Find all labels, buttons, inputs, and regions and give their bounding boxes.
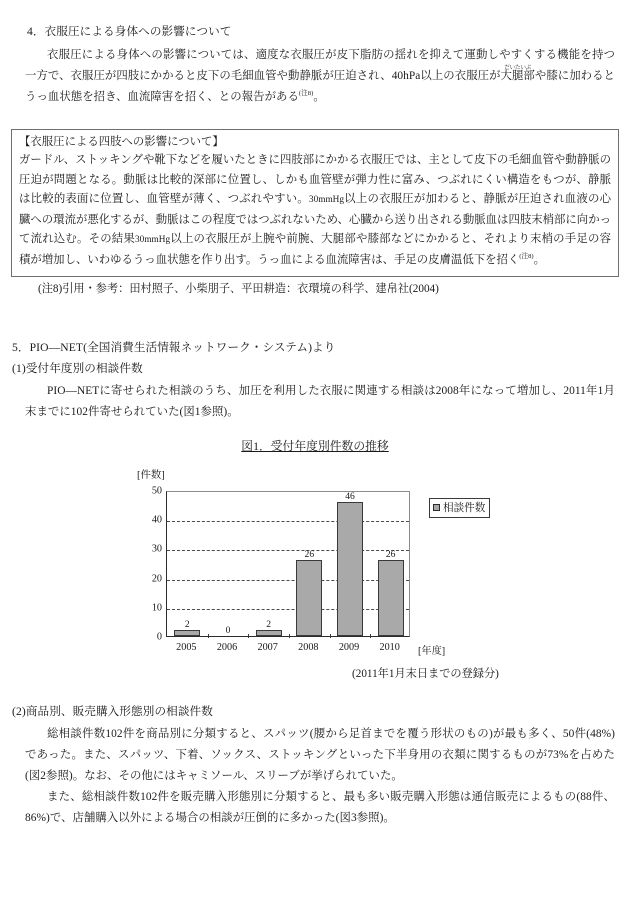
x-axis-tick-3	[330, 634, 331, 638]
bar-value-label-2009: 46	[345, 490, 355, 502]
bar-2009	[337, 502, 363, 636]
y-axis-tick-labels	[134, 485, 162, 643]
legend-label: 相談件数	[443, 503, 486, 514]
figure-1-block	[0, 437, 630, 681]
y-axis-tick-40: 40	[151, 514, 162, 526]
framed-box-body-2: 以上の衣服圧が加わると、静脈が圧迫され血液の心臓への環流が悪化するが、動脈はこの程度ではつぶれないため、心臓から送り出される動脈血は四肢末梢部に向かって流れ込む。その結果	[19, 193, 611, 245]
section-5-heading: 5．PIO—NET(全国消費生活情報ネットワーク・システム)より	[12, 341, 336, 354]
gridline-40	[167, 521, 409, 522]
y-axis-tick-30: 30	[151, 543, 162, 555]
framed-box-body-3: 以上の衣服圧が上腕や前腕、大腿部や膝部などにかかると、それより末梢の手足の容積が増加し、いわゆるうっ血状態を作り出す。うっ血による血流障害は、手足の皮膚温低下を招く	[19, 233, 611, 266]
gridline-10	[167, 609, 409, 610]
gridline-30	[167, 550, 409, 551]
ruby-daitaibu	[500, 65, 535, 82]
x-axis-label-2007: 2007	[257, 642, 278, 653]
figure-1-chart	[0, 466, 630, 681]
chart-plot-area	[166, 491, 410, 637]
bar-2005	[174, 630, 200, 636]
section-5-sub1-paragraph: PIO—NETに寄せられた相談のうち、加圧を利用した衣服に関連する相談は2008年になって増加し、2011年1月末までに102件寄せられていた(図1参照)。	[25, 385, 615, 418]
y-axis-unit-label: [件数]	[137, 470, 165, 481]
section-4-paragraph-part-b: や膝に加わるとうっ血状態を招き、血流障害を招く、との報告がある	[25, 70, 616, 103]
section-5-sub2-paragraph-1: 総相談件数102件を商品別に分類すると、スパッツ(腰から足首までを覆う形状のもの)が最も多く、50件(48%)であった。また、スパッツ、下着、ソックス、ストッキングといった下半身用の衣類に関するものが73%を占めた(図2参照)。なお、その他にはキャミソール、スリーブが挙げられていた。	[25, 728, 615, 782]
framed-box-body-1: ガードル、ストッキングや靴下などを履いたときに四肢部にかかる衣服圧では、主として皮下の毛細血管や動静脈の圧迫が問題となる。動脈は比較的深部に位置し、しかも血管壁が弾力性に富み、つぶれにくい構造をもつが、静脈は比較的表面に位置し、血管壁が薄く、つぶれやすい。	[19, 154, 611, 205]
x-axis-tick-0	[208, 634, 209, 638]
x-axis-unit-label: [年度]	[418, 646, 446, 657]
x-axis-tick-4	[370, 634, 371, 638]
figure-1-note: (2011年1月末日までの登録分)	[352, 668, 499, 680]
ruby-annotation: だいたいぶ	[500, 65, 535, 71]
framed-box-body-end: 。	[533, 253, 545, 266]
framed-box-value-2: 30mmHg	[135, 235, 171, 245]
bar-value-label-2007: 2	[266, 619, 272, 631]
section-5-sub1-heading: (1)受付年度別の相談件数	[12, 362, 143, 375]
y-axis-tick-50: 50	[151, 485, 162, 497]
gridline-20	[167, 580, 409, 581]
bar-2008	[296, 560, 322, 636]
figure-1-title: 図1．受付年度別件数の推移	[241, 439, 389, 453]
x-axis-label-2009: 2009	[338, 642, 360, 653]
footnote-citation: (注8)引用・参考：田村照子、小柴朋子、平田耕造：衣環境の科学、建帛社(2004)	[38, 283, 439, 295]
x-axis-label-2008: 2008	[298, 642, 319, 653]
bar-2010	[378, 560, 404, 636]
section-5-sub2-paragraph-2: また、総相談件数102件を販売購入形態別に分類すると、最も多い販売購入形態は通信販売によるもの(88件、86%)で、店舗購入以外による場合の相談が圧倒的に多かった(図3参照)。	[25, 791, 615, 824]
bar-2007	[256, 630, 282, 636]
y-axis-tick-20: 20	[151, 573, 162, 585]
bar-value-label-2006: 0	[225, 625, 231, 636]
x-axis-label-2006: 2006	[216, 642, 238, 653]
y-axis-tick-0: 0	[156, 631, 162, 643]
section-4-heading: 4．衣服圧による身体への影響について	[27, 25, 232, 38]
framed-box-title: 【衣服圧による四肢への影響について】	[19, 136, 224, 148]
footnote-marker-note8: (注8)	[298, 90, 314, 98]
bar-value-label-2010: 26	[385, 549, 396, 561]
bar-value-label-2005: 2	[184, 619, 190, 631]
section-4-paragraph-part-a: 衣服圧による身体への影響については、適度な衣服圧が皮下脂肪の揺れを抑えて運動しやすくする機能を持つ一方で、衣服圧が四肢にかかると皮下の毛細血管や動静脈が圧迫され、40hPa以上の衣服圧が	[25, 49, 615, 82]
section-4-paragraph-end: 。	[313, 91, 325, 103]
x-axis-tick-2	[289, 634, 290, 638]
framed-box-value-1: 30mmHg	[308, 195, 345, 205]
section-4-paragraph	[25, 45, 615, 108]
x-axis-tick-labels	[166, 642, 410, 658]
framed-callout-box	[11, 129, 619, 277]
framed-box-footnote-marker: (注8)	[519, 252, 534, 260]
legend-swatch-icon	[433, 504, 440, 511]
chart-legend	[429, 498, 490, 518]
section-5-sub2-heading: (2)商品別、販売購入形態別の相談件数	[12, 705, 213, 718]
y-axis-tick-10: 10	[151, 602, 162, 614]
x-axis-label-2005: 2005	[176, 642, 197, 653]
bar-value-label-2008: 26	[304, 549, 315, 561]
framed-box-body	[19, 151, 611, 270]
x-axis-tick-1	[248, 634, 249, 638]
x-axis-label-2010: 2010	[379, 642, 400, 653]
ruby-base: 大腿部	[500, 70, 535, 82]
